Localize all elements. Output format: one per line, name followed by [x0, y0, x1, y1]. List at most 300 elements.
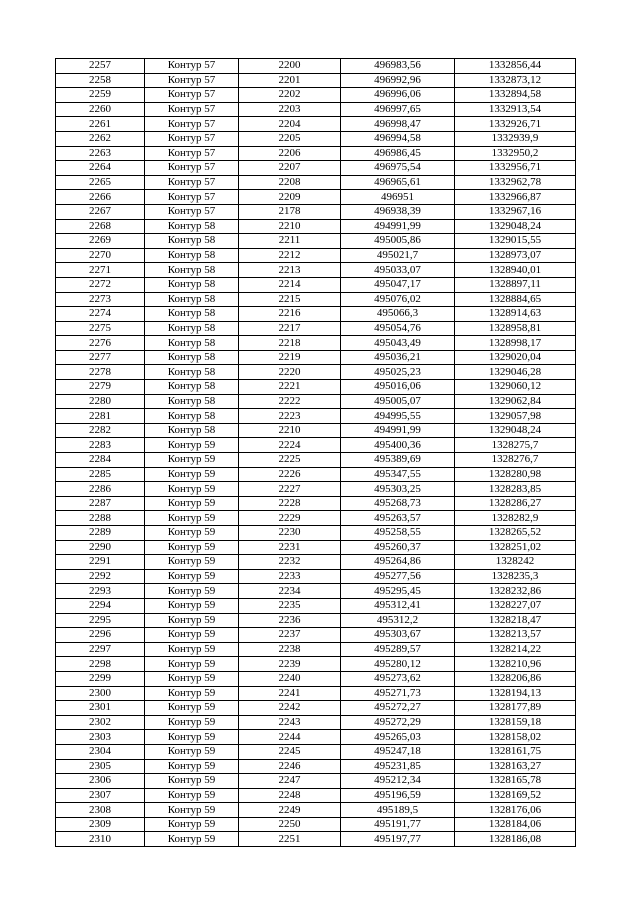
row-number-cell: 2290 — [56, 540, 145, 555]
contour-name-cell: Контур 59 — [145, 496, 239, 511]
row-number-cell: 2264 — [56, 161, 145, 176]
contour-name-cell: Контур 57 — [145, 161, 239, 176]
x-coordinate-cell: 495021,7 — [341, 248, 455, 263]
x-coordinate-cell: 495303,25 — [341, 482, 455, 497]
point-number-cell: 2230 — [239, 526, 341, 541]
row-number-cell: 2309 — [56, 817, 145, 832]
row-number-cell: 2283 — [56, 438, 145, 453]
x-coordinate-cell: 495260,37 — [341, 540, 455, 555]
y-coordinate-cell: 1332950,2 — [455, 146, 576, 161]
point-number-cell: 2238 — [239, 642, 341, 657]
y-coordinate-cell: 1328159,18 — [455, 715, 576, 730]
table-row — [56, 234, 576, 249]
table-row — [56, 511, 576, 526]
row-number-cell: 2279 — [56, 380, 145, 395]
contour-name-cell: Контур 59 — [145, 526, 239, 541]
point-number-cell: 2251 — [239, 832, 341, 847]
table-row — [56, 817, 576, 832]
point-number-cell: 2207 — [239, 161, 341, 176]
row-number-cell: 2278 — [56, 365, 145, 380]
y-coordinate-cell: 1328218,47 — [455, 613, 576, 628]
row-number-cell: 2297 — [56, 642, 145, 657]
table-row — [56, 613, 576, 628]
point-number-cell: 2221 — [239, 380, 341, 395]
row-number-cell: 2275 — [56, 321, 145, 336]
x-coordinate-cell: 495066,3 — [341, 307, 455, 322]
table-row — [56, 686, 576, 701]
x-coordinate-cell: 496965,61 — [341, 175, 455, 190]
contour-name-cell: Контур 58 — [145, 350, 239, 365]
x-coordinate-cell: 496998,47 — [341, 117, 455, 132]
point-number-cell: 2206 — [239, 146, 341, 161]
contour-name-cell: Контур 58 — [145, 219, 239, 234]
contour-name-cell: Контур 58 — [145, 307, 239, 322]
y-coordinate-cell: 1332939,9 — [455, 131, 576, 146]
y-coordinate-cell: 1332956,71 — [455, 161, 576, 176]
table-row — [56, 190, 576, 205]
contour-name-cell: Контур 57 — [145, 190, 239, 205]
row-number-cell: 2296 — [56, 628, 145, 643]
y-coordinate-cell: 1329057,98 — [455, 409, 576, 424]
row-number-cell: 2267 — [56, 204, 145, 219]
point-number-cell: 2243 — [239, 715, 341, 730]
table-row — [56, 365, 576, 380]
point-number-cell: 2246 — [239, 759, 341, 774]
y-coordinate-cell: 1328251,02 — [455, 540, 576, 555]
y-coordinate-cell: 1328286,27 — [455, 496, 576, 511]
x-coordinate-cell: 495196,59 — [341, 788, 455, 803]
y-coordinate-cell: 1329048,24 — [455, 219, 576, 234]
point-number-cell: 2212 — [239, 248, 341, 263]
point-number-cell: 2209 — [239, 190, 341, 205]
contour-name-cell: Контур 58 — [145, 423, 239, 438]
y-coordinate-cell: 1328283,85 — [455, 482, 576, 497]
point-number-cell: 2203 — [239, 102, 341, 117]
y-coordinate-cell: 1329046,28 — [455, 365, 576, 380]
row-number-cell: 2273 — [56, 292, 145, 307]
row-number-cell: 2294 — [56, 598, 145, 613]
y-coordinate-cell: 1328158,02 — [455, 730, 576, 745]
y-coordinate-cell: 1328184,06 — [455, 817, 576, 832]
x-coordinate-cell: 495047,17 — [341, 277, 455, 292]
y-coordinate-cell: 1328282,9 — [455, 511, 576, 526]
point-number-cell: 2235 — [239, 598, 341, 613]
table-row — [56, 744, 576, 759]
x-coordinate-cell: 496992,96 — [341, 73, 455, 88]
table-row — [56, 277, 576, 292]
table-row — [56, 759, 576, 774]
x-coordinate-cell: 495033,07 — [341, 263, 455, 278]
row-number-cell: 2262 — [56, 131, 145, 146]
contour-name-cell: Контур 59 — [145, 438, 239, 453]
y-coordinate-cell: 1332913,54 — [455, 102, 576, 117]
table-row — [56, 526, 576, 541]
table-row — [56, 453, 576, 468]
table-row — [56, 832, 576, 847]
point-number-cell: 2241 — [239, 686, 341, 701]
point-number-cell: 2210 — [239, 219, 341, 234]
table-row — [56, 701, 576, 716]
row-number-cell: 2280 — [56, 394, 145, 409]
row-number-cell: 2306 — [56, 774, 145, 789]
row-number-cell: 2277 — [56, 350, 145, 365]
y-coordinate-cell: 1328958,81 — [455, 321, 576, 336]
table-row — [56, 102, 576, 117]
point-number-cell: 2202 — [239, 88, 341, 103]
table-row — [56, 628, 576, 643]
point-number-cell: 2204 — [239, 117, 341, 132]
table-row — [56, 88, 576, 103]
point-number-cell: 2208 — [239, 175, 341, 190]
table-row — [56, 540, 576, 555]
row-number-cell: 2310 — [56, 832, 145, 847]
x-coordinate-cell: 495016,06 — [341, 380, 455, 395]
x-coordinate-cell: 495005,07 — [341, 394, 455, 409]
y-coordinate-cell: 1329015,55 — [455, 234, 576, 249]
row-number-cell: 2289 — [56, 526, 145, 541]
y-coordinate-cell: 1328214,22 — [455, 642, 576, 657]
contour-name-cell: Контур 58 — [145, 409, 239, 424]
table-row — [56, 642, 576, 657]
point-number-cell: 2242 — [239, 701, 341, 716]
contour-name-cell: Контур 58 — [145, 234, 239, 249]
x-coordinate-cell: 496994,58 — [341, 131, 455, 146]
point-number-cell: 2224 — [239, 438, 341, 453]
row-number-cell: 2274 — [56, 307, 145, 322]
contour-name-cell: Контур 57 — [145, 73, 239, 88]
table-row — [56, 467, 576, 482]
point-number-cell: 2231 — [239, 540, 341, 555]
table-row — [56, 555, 576, 570]
point-number-cell: 2201 — [239, 73, 341, 88]
contour-name-cell: Контур 59 — [145, 671, 239, 686]
table-row — [56, 219, 576, 234]
y-coordinate-cell: 1332856,44 — [455, 59, 576, 74]
contour-name-cell: Контур 58 — [145, 380, 239, 395]
point-number-cell: 2247 — [239, 774, 341, 789]
coordinates-table-body — [56, 59, 576, 847]
y-coordinate-cell: 1328973,07 — [455, 248, 576, 263]
x-coordinate-cell: 496986,45 — [341, 146, 455, 161]
y-coordinate-cell: 1329020,04 — [455, 350, 576, 365]
contour-name-cell: Контур 59 — [145, 467, 239, 482]
point-number-cell: 2227 — [239, 482, 341, 497]
row-number-cell: 2291 — [56, 555, 145, 570]
table-row — [56, 671, 576, 686]
row-number-cell: 2307 — [56, 788, 145, 803]
table-row — [56, 788, 576, 803]
row-number-cell: 2301 — [56, 701, 145, 716]
point-number-cell: 2228 — [239, 496, 341, 511]
y-coordinate-cell: 1332873,12 — [455, 73, 576, 88]
y-coordinate-cell: 1328177,89 — [455, 701, 576, 716]
row-number-cell: 2285 — [56, 467, 145, 482]
contour-name-cell: Контур 58 — [145, 321, 239, 336]
row-number-cell: 2263 — [56, 146, 145, 161]
y-coordinate-cell: 1329048,24 — [455, 423, 576, 438]
x-coordinate-cell: 495076,02 — [341, 292, 455, 307]
y-coordinate-cell: 1328998,17 — [455, 336, 576, 351]
x-coordinate-cell: 495025,23 — [341, 365, 455, 380]
contour-name-cell: Контур 59 — [145, 642, 239, 657]
contour-name-cell: Контур 59 — [145, 788, 239, 803]
table-row — [56, 715, 576, 730]
contour-name-cell: Контур 57 — [145, 102, 239, 117]
point-number-cell: 2213 — [239, 263, 341, 278]
x-coordinate-cell: 496951 — [341, 190, 455, 205]
table-row — [56, 438, 576, 453]
x-coordinate-cell: 496938,39 — [341, 204, 455, 219]
row-number-cell: 2299 — [56, 671, 145, 686]
contour-name-cell: Контур 59 — [145, 598, 239, 613]
row-number-cell: 2268 — [56, 219, 145, 234]
x-coordinate-cell: 495347,55 — [341, 467, 455, 482]
contour-name-cell: Контур 58 — [145, 336, 239, 351]
y-coordinate-cell: 1328232,86 — [455, 584, 576, 599]
x-coordinate-cell: 495264,86 — [341, 555, 455, 570]
contour-name-cell: Контур 59 — [145, 701, 239, 716]
x-coordinate-cell: 495263,57 — [341, 511, 455, 526]
contour-name-cell: Контур 57 — [145, 204, 239, 219]
contour-name-cell: Контур 59 — [145, 715, 239, 730]
contour-name-cell: Контур 57 — [145, 59, 239, 74]
table-row — [56, 409, 576, 424]
table-row — [56, 482, 576, 497]
y-coordinate-cell: 1332966,87 — [455, 190, 576, 205]
table-row — [56, 598, 576, 613]
y-coordinate-cell: 1332926,71 — [455, 117, 576, 132]
x-coordinate-cell: 495400,36 — [341, 438, 455, 453]
y-coordinate-cell: 1328213,57 — [455, 628, 576, 643]
y-coordinate-cell: 1328242 — [455, 555, 576, 570]
table-row — [56, 350, 576, 365]
y-coordinate-cell: 1328227,07 — [455, 598, 576, 613]
x-coordinate-cell: 495231,85 — [341, 759, 455, 774]
x-coordinate-cell: 495312,41 — [341, 598, 455, 613]
y-coordinate-cell: 1328940,01 — [455, 263, 576, 278]
row-number-cell: 2304 — [56, 744, 145, 759]
row-number-cell: 2282 — [56, 423, 145, 438]
row-number-cell: 2266 — [56, 190, 145, 205]
row-number-cell: 2284 — [56, 453, 145, 468]
contour-name-cell: Контур 58 — [145, 292, 239, 307]
coordinates-table — [55, 58, 576, 847]
y-coordinate-cell: 1328235,3 — [455, 569, 576, 584]
y-coordinate-cell: 1328165,78 — [455, 774, 576, 789]
x-coordinate-cell: 495272,29 — [341, 715, 455, 730]
point-number-cell: 2178 — [239, 204, 341, 219]
x-coordinate-cell: 495005,86 — [341, 234, 455, 249]
y-coordinate-cell: 1328280,98 — [455, 467, 576, 482]
row-number-cell: 2272 — [56, 277, 145, 292]
contour-name-cell: Контур 59 — [145, 686, 239, 701]
x-coordinate-cell: 495389,69 — [341, 453, 455, 468]
table-row — [56, 423, 576, 438]
y-coordinate-cell: 1332962,78 — [455, 175, 576, 190]
table-row — [56, 380, 576, 395]
contour-name-cell: Контур 59 — [145, 613, 239, 628]
contour-name-cell: Контур 58 — [145, 263, 239, 278]
point-number-cell: 2236 — [239, 613, 341, 628]
x-coordinate-cell: 495036,21 — [341, 350, 455, 365]
point-number-cell: 2205 — [239, 131, 341, 146]
table-row — [56, 59, 576, 74]
x-coordinate-cell: 495303,67 — [341, 628, 455, 643]
point-number-cell: 2239 — [239, 657, 341, 672]
y-coordinate-cell: 1328206,86 — [455, 671, 576, 686]
contour-name-cell: Контур 58 — [145, 394, 239, 409]
row-number-cell: 2303 — [56, 730, 145, 745]
row-number-cell: 2258 — [56, 73, 145, 88]
x-coordinate-cell: 495191,77 — [341, 817, 455, 832]
point-number-cell: 2244 — [239, 730, 341, 745]
row-number-cell: 2260 — [56, 102, 145, 117]
contour-name-cell: Контур 59 — [145, 555, 239, 570]
table-row — [56, 292, 576, 307]
point-number-cell: 2216 — [239, 307, 341, 322]
row-number-cell: 2276 — [56, 336, 145, 351]
contour-name-cell: Контур 58 — [145, 277, 239, 292]
y-coordinate-cell: 1328186,08 — [455, 832, 576, 847]
contour-name-cell: Контур 59 — [145, 569, 239, 584]
x-coordinate-cell: 495258,55 — [341, 526, 455, 541]
table-row — [56, 131, 576, 146]
point-number-cell: 2237 — [239, 628, 341, 643]
contour-name-cell: Контур 57 — [145, 146, 239, 161]
table-row — [56, 394, 576, 409]
contour-name-cell: Контур 59 — [145, 584, 239, 599]
x-coordinate-cell: 495043,49 — [341, 336, 455, 351]
contour-name-cell: Контур 59 — [145, 482, 239, 497]
y-coordinate-cell: 1328194,13 — [455, 686, 576, 701]
row-number-cell: 2302 — [56, 715, 145, 730]
row-number-cell: 2261 — [56, 117, 145, 132]
y-coordinate-cell: 1329060,12 — [455, 380, 576, 395]
table-row — [56, 117, 576, 132]
x-coordinate-cell: 494995,55 — [341, 409, 455, 424]
table-row — [56, 774, 576, 789]
row-number-cell: 2281 — [56, 409, 145, 424]
point-number-cell: 2220 — [239, 365, 341, 380]
point-number-cell: 2233 — [239, 569, 341, 584]
row-number-cell: 2288 — [56, 511, 145, 526]
table-row — [56, 248, 576, 263]
y-coordinate-cell: 1328161,75 — [455, 744, 576, 759]
row-number-cell: 2286 — [56, 482, 145, 497]
point-number-cell: 2249 — [239, 803, 341, 818]
table-row — [56, 161, 576, 176]
table-row — [56, 730, 576, 745]
y-coordinate-cell: 1332967,16 — [455, 204, 576, 219]
row-number-cell: 2295 — [56, 613, 145, 628]
contour-name-cell: Контур 57 — [145, 175, 239, 190]
point-number-cell: 2222 — [239, 394, 341, 409]
x-coordinate-cell: 495280,12 — [341, 657, 455, 672]
row-number-cell: 2287 — [56, 496, 145, 511]
y-coordinate-cell: 1328176,06 — [455, 803, 576, 818]
contour-name-cell: Контур 57 — [145, 117, 239, 132]
point-number-cell: 2229 — [239, 511, 341, 526]
contour-name-cell: Контур 58 — [145, 365, 239, 380]
point-number-cell: 2223 — [239, 409, 341, 424]
y-coordinate-cell: 1328914,63 — [455, 307, 576, 322]
row-number-cell: 2271 — [56, 263, 145, 278]
y-coordinate-cell: 1328276,7 — [455, 453, 576, 468]
row-number-cell: 2305 — [56, 759, 145, 774]
point-number-cell: 2210 — [239, 423, 341, 438]
x-coordinate-cell: 496997,65 — [341, 102, 455, 117]
x-coordinate-cell: 494991,99 — [341, 423, 455, 438]
table-row — [56, 307, 576, 322]
table-row — [56, 204, 576, 219]
row-number-cell: 2300 — [56, 686, 145, 701]
point-number-cell: 2200 — [239, 59, 341, 74]
table-row — [56, 336, 576, 351]
row-number-cell: 2293 — [56, 584, 145, 599]
point-number-cell: 2245 — [239, 744, 341, 759]
y-coordinate-cell: 1328897,11 — [455, 277, 576, 292]
row-number-cell: 2308 — [56, 803, 145, 818]
table-row — [56, 146, 576, 161]
contour-name-cell: Контур 59 — [145, 774, 239, 789]
y-coordinate-cell: 1328163,27 — [455, 759, 576, 774]
point-number-cell: 2218 — [239, 336, 341, 351]
table-row — [56, 496, 576, 511]
point-number-cell: 2217 — [239, 321, 341, 336]
x-coordinate-cell: 496983,56 — [341, 59, 455, 74]
x-coordinate-cell: 495277,56 — [341, 569, 455, 584]
x-coordinate-cell: 496975,54 — [341, 161, 455, 176]
x-coordinate-cell: 495212,34 — [341, 774, 455, 789]
contour-name-cell: Контур 59 — [145, 832, 239, 847]
point-number-cell: 2215 — [239, 292, 341, 307]
point-number-cell: 2248 — [239, 788, 341, 803]
point-number-cell: 2250 — [239, 817, 341, 832]
table-row — [56, 175, 576, 190]
contour-name-cell: Контур 59 — [145, 744, 239, 759]
x-coordinate-cell: 495268,73 — [341, 496, 455, 511]
contour-name-cell: Контур 59 — [145, 540, 239, 555]
y-coordinate-cell: 1328884,65 — [455, 292, 576, 307]
x-coordinate-cell: 495054,76 — [341, 321, 455, 336]
point-number-cell: 2232 — [239, 555, 341, 570]
x-coordinate-cell: 494991,99 — [341, 219, 455, 234]
x-coordinate-cell: 495312,2 — [341, 613, 455, 628]
table-row — [56, 657, 576, 672]
table-row — [56, 73, 576, 88]
contour-name-cell: Контур 59 — [145, 759, 239, 774]
x-coordinate-cell: 495273,62 — [341, 671, 455, 686]
row-number-cell: 2257 — [56, 59, 145, 74]
table-row — [56, 569, 576, 584]
y-coordinate-cell: 1328210,96 — [455, 657, 576, 672]
point-number-cell: 2211 — [239, 234, 341, 249]
point-number-cell: 2225 — [239, 453, 341, 468]
contour-name-cell: Контур 58 — [145, 248, 239, 263]
point-number-cell: 2214 — [239, 277, 341, 292]
contour-name-cell: Контур 59 — [145, 730, 239, 745]
row-number-cell: 2292 — [56, 569, 145, 584]
x-coordinate-cell: 495295,45 — [341, 584, 455, 599]
table-row — [56, 803, 576, 818]
row-number-cell: 2259 — [56, 88, 145, 103]
x-coordinate-cell: 495265,03 — [341, 730, 455, 745]
row-number-cell: 2298 — [56, 657, 145, 672]
y-coordinate-cell: 1328265,52 — [455, 526, 576, 541]
contour-name-cell: Контур 59 — [145, 657, 239, 672]
contour-name-cell: Контур 57 — [145, 88, 239, 103]
row-number-cell: 2270 — [56, 248, 145, 263]
